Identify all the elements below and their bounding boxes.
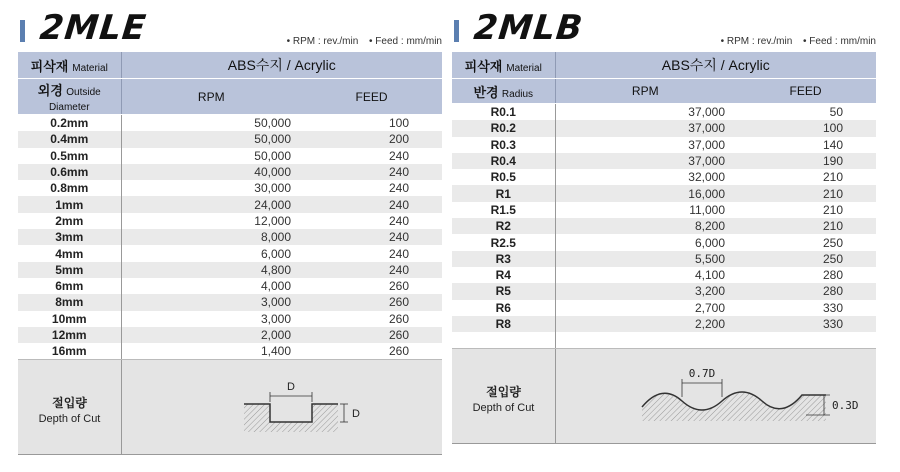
table-row bbox=[18, 196, 442, 212]
square-cut-diagram bbox=[122, 360, 442, 454]
panel-2mle bbox=[18, 0, 442, 472]
table-row bbox=[18, 164, 442, 180]
size-cell: R2 bbox=[452, 218, 555, 234]
rpm-cell: 30,000 bbox=[121, 180, 301, 196]
feed-cell: 240 bbox=[301, 213, 442, 229]
depth-of-cut-section bbox=[18, 359, 442, 455]
table-row bbox=[452, 137, 876, 153]
table-row bbox=[452, 267, 876, 283]
table-row bbox=[18, 180, 442, 196]
rpm-header: RPM bbox=[555, 79, 735, 104]
size-cell: 16mm bbox=[18, 343, 121, 359]
depth-of-cut-label bbox=[18, 360, 122, 454]
size-cell: 2mm bbox=[18, 213, 121, 229]
rpm-cell: 5,500 bbox=[555, 251, 735, 267]
radius-label: 반경 Radius bbox=[452, 79, 555, 104]
feed-cell: 210 bbox=[735, 185, 876, 201]
size-cell: R5 bbox=[452, 283, 555, 299]
rpm-header: RPM bbox=[121, 79, 301, 115]
size-cell: 5mm bbox=[18, 262, 121, 278]
rpm-cell: 4,100 bbox=[555, 267, 735, 283]
material-label: 피삭재 Material bbox=[452, 52, 555, 79]
table-row bbox=[452, 202, 876, 218]
rpm-cell: 3,000 bbox=[121, 294, 301, 310]
rpm-cell: 8,200 bbox=[555, 218, 735, 234]
table-row bbox=[452, 283, 876, 299]
title-accent-bar bbox=[454, 20, 459, 42]
table-row bbox=[18, 245, 442, 261]
material-label: 피삭재 Material bbox=[18, 52, 121, 79]
panel-title: 2MLE bbox=[37, 8, 149, 48]
size-cell: 10mm bbox=[18, 311, 121, 327]
feed-cell: 280 bbox=[735, 267, 876, 283]
table-row bbox=[452, 251, 876, 267]
rpm-cell: 3,200 bbox=[555, 283, 735, 299]
workpiece-hatch bbox=[244, 404, 338, 432]
feed-cell: 280 bbox=[735, 283, 876, 299]
table-row bbox=[18, 343, 442, 359]
feed-cell: 260 bbox=[301, 343, 442, 359]
feed-cell: 210 bbox=[735, 202, 876, 218]
rpm-cell: 16,000 bbox=[555, 185, 735, 201]
feed-cell: 210 bbox=[735, 218, 876, 234]
feed-cell: 190 bbox=[735, 153, 876, 169]
table-row bbox=[452, 300, 876, 316]
feed-cell: 50 bbox=[735, 104, 876, 121]
table-row bbox=[452, 316, 876, 332]
title-accent-bar bbox=[20, 20, 25, 42]
material-value: ABS수지 / Acrylic bbox=[121, 52, 442, 79]
depth-of-cut-en: Depth of Cut bbox=[472, 402, 535, 415]
depth-of-cut-ko: 절입량 bbox=[52, 396, 87, 411]
rpm-cell: 37,000 bbox=[555, 153, 735, 169]
rpm-cell: 6,000 bbox=[555, 234, 735, 250]
rpm-cell: 4,800 bbox=[121, 262, 301, 278]
rpm-cell bbox=[555, 332, 735, 348]
table-row bbox=[452, 153, 876, 169]
column-header-row bbox=[452, 79, 876, 104]
rpm-cell: 6,000 bbox=[121, 245, 301, 261]
rpm-cell: 37,000 bbox=[555, 120, 735, 136]
feed-cell: 260 bbox=[301, 327, 442, 343]
rpm-cell: 50,000 bbox=[121, 115, 301, 132]
units-note bbox=[279, 36, 442, 47]
rpm-cell: 37,000 bbox=[555, 104, 735, 121]
width-label: D bbox=[287, 381, 295, 394]
table-row bbox=[452, 332, 876, 348]
rpm-cell: 2,200 bbox=[555, 316, 735, 332]
feed-cell: 330 bbox=[735, 316, 876, 332]
rpm-cell: 37,000 bbox=[555, 137, 735, 153]
size-cell: R0.4 bbox=[452, 153, 555, 169]
rpm-cell: 11,000 bbox=[555, 202, 735, 218]
ball-cut-diagram bbox=[556, 349, 876, 443]
rpm-unit: • RPM : rev./min bbox=[286, 36, 359, 47]
size-cell bbox=[452, 332, 555, 348]
size-cell: 0.5mm bbox=[18, 148, 121, 164]
size-cell: R8 bbox=[452, 316, 555, 332]
table-row bbox=[18, 311, 442, 327]
size-cell: R1 bbox=[452, 185, 555, 201]
feed-cell: 330 bbox=[735, 300, 876, 316]
size-cell: 3mm bbox=[18, 229, 121, 245]
panel-title: 2MLB bbox=[471, 8, 586, 48]
panel-header bbox=[452, 0, 876, 52]
table-body bbox=[452, 104, 876, 349]
size-cell: R2.5 bbox=[452, 234, 555, 250]
panel-2mlb bbox=[452, 0, 876, 472]
feed-unit: • Feed : mm/min bbox=[369, 36, 442, 47]
table-row bbox=[18, 278, 442, 294]
rpm-cell: 12,000 bbox=[121, 213, 301, 229]
stepover-label: 0.7D bbox=[688, 367, 716, 381]
units-note bbox=[713, 36, 876, 47]
table-row bbox=[18, 115, 442, 132]
table-row bbox=[18, 294, 442, 310]
table-row bbox=[18, 148, 442, 164]
feed-cell: 260 bbox=[301, 278, 442, 294]
feed-cell: 240 bbox=[301, 164, 442, 180]
cutting-table bbox=[452, 52, 876, 348]
feed-cell: 100 bbox=[301, 115, 442, 132]
feed-cell: 240 bbox=[301, 245, 442, 261]
feed-cell bbox=[735, 332, 876, 348]
column-header-row bbox=[18, 79, 442, 115]
size-cell: 8mm bbox=[18, 294, 121, 310]
table-row bbox=[18, 229, 442, 245]
size-cell: R4 bbox=[452, 267, 555, 283]
feed-cell: 250 bbox=[735, 234, 876, 250]
rpm-cell: 2,700 bbox=[555, 300, 735, 316]
size-cell: 0.8mm bbox=[18, 180, 121, 196]
rpm-cell: 1,400 bbox=[121, 343, 301, 359]
depth-of-cut-section bbox=[452, 348, 876, 444]
size-cell: 1mm bbox=[18, 196, 121, 212]
feed-cell: 260 bbox=[301, 294, 442, 310]
material-value: ABS수지 / Acrylic bbox=[555, 52, 876, 79]
depth-of-cut-ko: 절입량 bbox=[486, 385, 521, 400]
rpm-cell: 3,000 bbox=[121, 311, 301, 327]
depth-label: 0.3D bbox=[832, 399, 859, 413]
size-cell: R0.1 bbox=[452, 104, 555, 121]
rpm-cell: 24,000 bbox=[121, 196, 301, 212]
feed-cell: 240 bbox=[301, 148, 442, 164]
feed-cell: 140 bbox=[735, 137, 876, 153]
panel-header bbox=[18, 0, 442, 52]
table-row bbox=[452, 169, 876, 185]
feed-cell: 260 bbox=[301, 311, 442, 327]
size-cell: 4mm bbox=[18, 245, 121, 261]
rpm-cell: 50,000 bbox=[121, 148, 301, 164]
size-cell: 0.6mm bbox=[18, 164, 121, 180]
table-row bbox=[18, 262, 442, 278]
feed-cell: 210 bbox=[735, 169, 876, 185]
size-cell: 0.2mm bbox=[18, 115, 121, 132]
table-row bbox=[18, 327, 442, 343]
table-row bbox=[452, 234, 876, 250]
feed-cell: 100 bbox=[735, 120, 876, 136]
rpm-cell: 50,000 bbox=[121, 131, 301, 147]
feed-header: FEED bbox=[301, 79, 442, 115]
feed-header: FEED bbox=[735, 79, 876, 104]
rpm-cell: 4,000 bbox=[121, 278, 301, 294]
size-cell: R1.5 bbox=[452, 202, 555, 218]
material-row bbox=[452, 52, 876, 79]
rpm-cell: 40,000 bbox=[121, 164, 301, 180]
feed-cell: 200 bbox=[301, 131, 442, 147]
depth-label: D bbox=[352, 408, 360, 421]
table-row bbox=[452, 218, 876, 234]
rpm-cell: 8,000 bbox=[121, 229, 301, 245]
size-cell: R6 bbox=[452, 300, 555, 316]
table-body bbox=[18, 115, 442, 360]
table-row bbox=[452, 104, 876, 121]
table-row bbox=[18, 213, 442, 229]
size-cell: 6mm bbox=[18, 278, 121, 294]
size-cell: R0.3 bbox=[452, 137, 555, 153]
table-row bbox=[18, 131, 442, 147]
rpm-cell: 32,000 bbox=[555, 169, 735, 185]
material-row bbox=[18, 52, 442, 79]
size-label: 외경 Outside Diameter bbox=[18, 79, 121, 115]
feed-cell: 240 bbox=[301, 262, 442, 278]
depth-of-cut-en: Depth of Cut bbox=[38, 413, 101, 426]
size-cell: 12mm bbox=[18, 327, 121, 343]
workpiece-hatch bbox=[642, 392, 826, 421]
feed-cell: 240 bbox=[301, 180, 442, 196]
size-cell: R0.2 bbox=[452, 120, 555, 136]
table-row bbox=[452, 120, 876, 136]
table-row bbox=[452, 185, 876, 201]
feed-unit: • Feed : mm/min bbox=[803, 36, 876, 47]
feed-cell: 240 bbox=[301, 229, 442, 245]
rpm-cell: 2,000 bbox=[121, 327, 301, 343]
size-cell: R3 bbox=[452, 251, 555, 267]
feed-cell: 240 bbox=[301, 196, 442, 212]
size-cell: R0.5 bbox=[452, 169, 555, 185]
size-cell: 0.4mm bbox=[18, 131, 121, 147]
cutting-table bbox=[18, 52, 442, 359]
rpm-unit: • RPM : rev./min bbox=[720, 36, 793, 47]
feed-cell: 250 bbox=[735, 251, 876, 267]
depth-of-cut-label bbox=[452, 349, 556, 443]
